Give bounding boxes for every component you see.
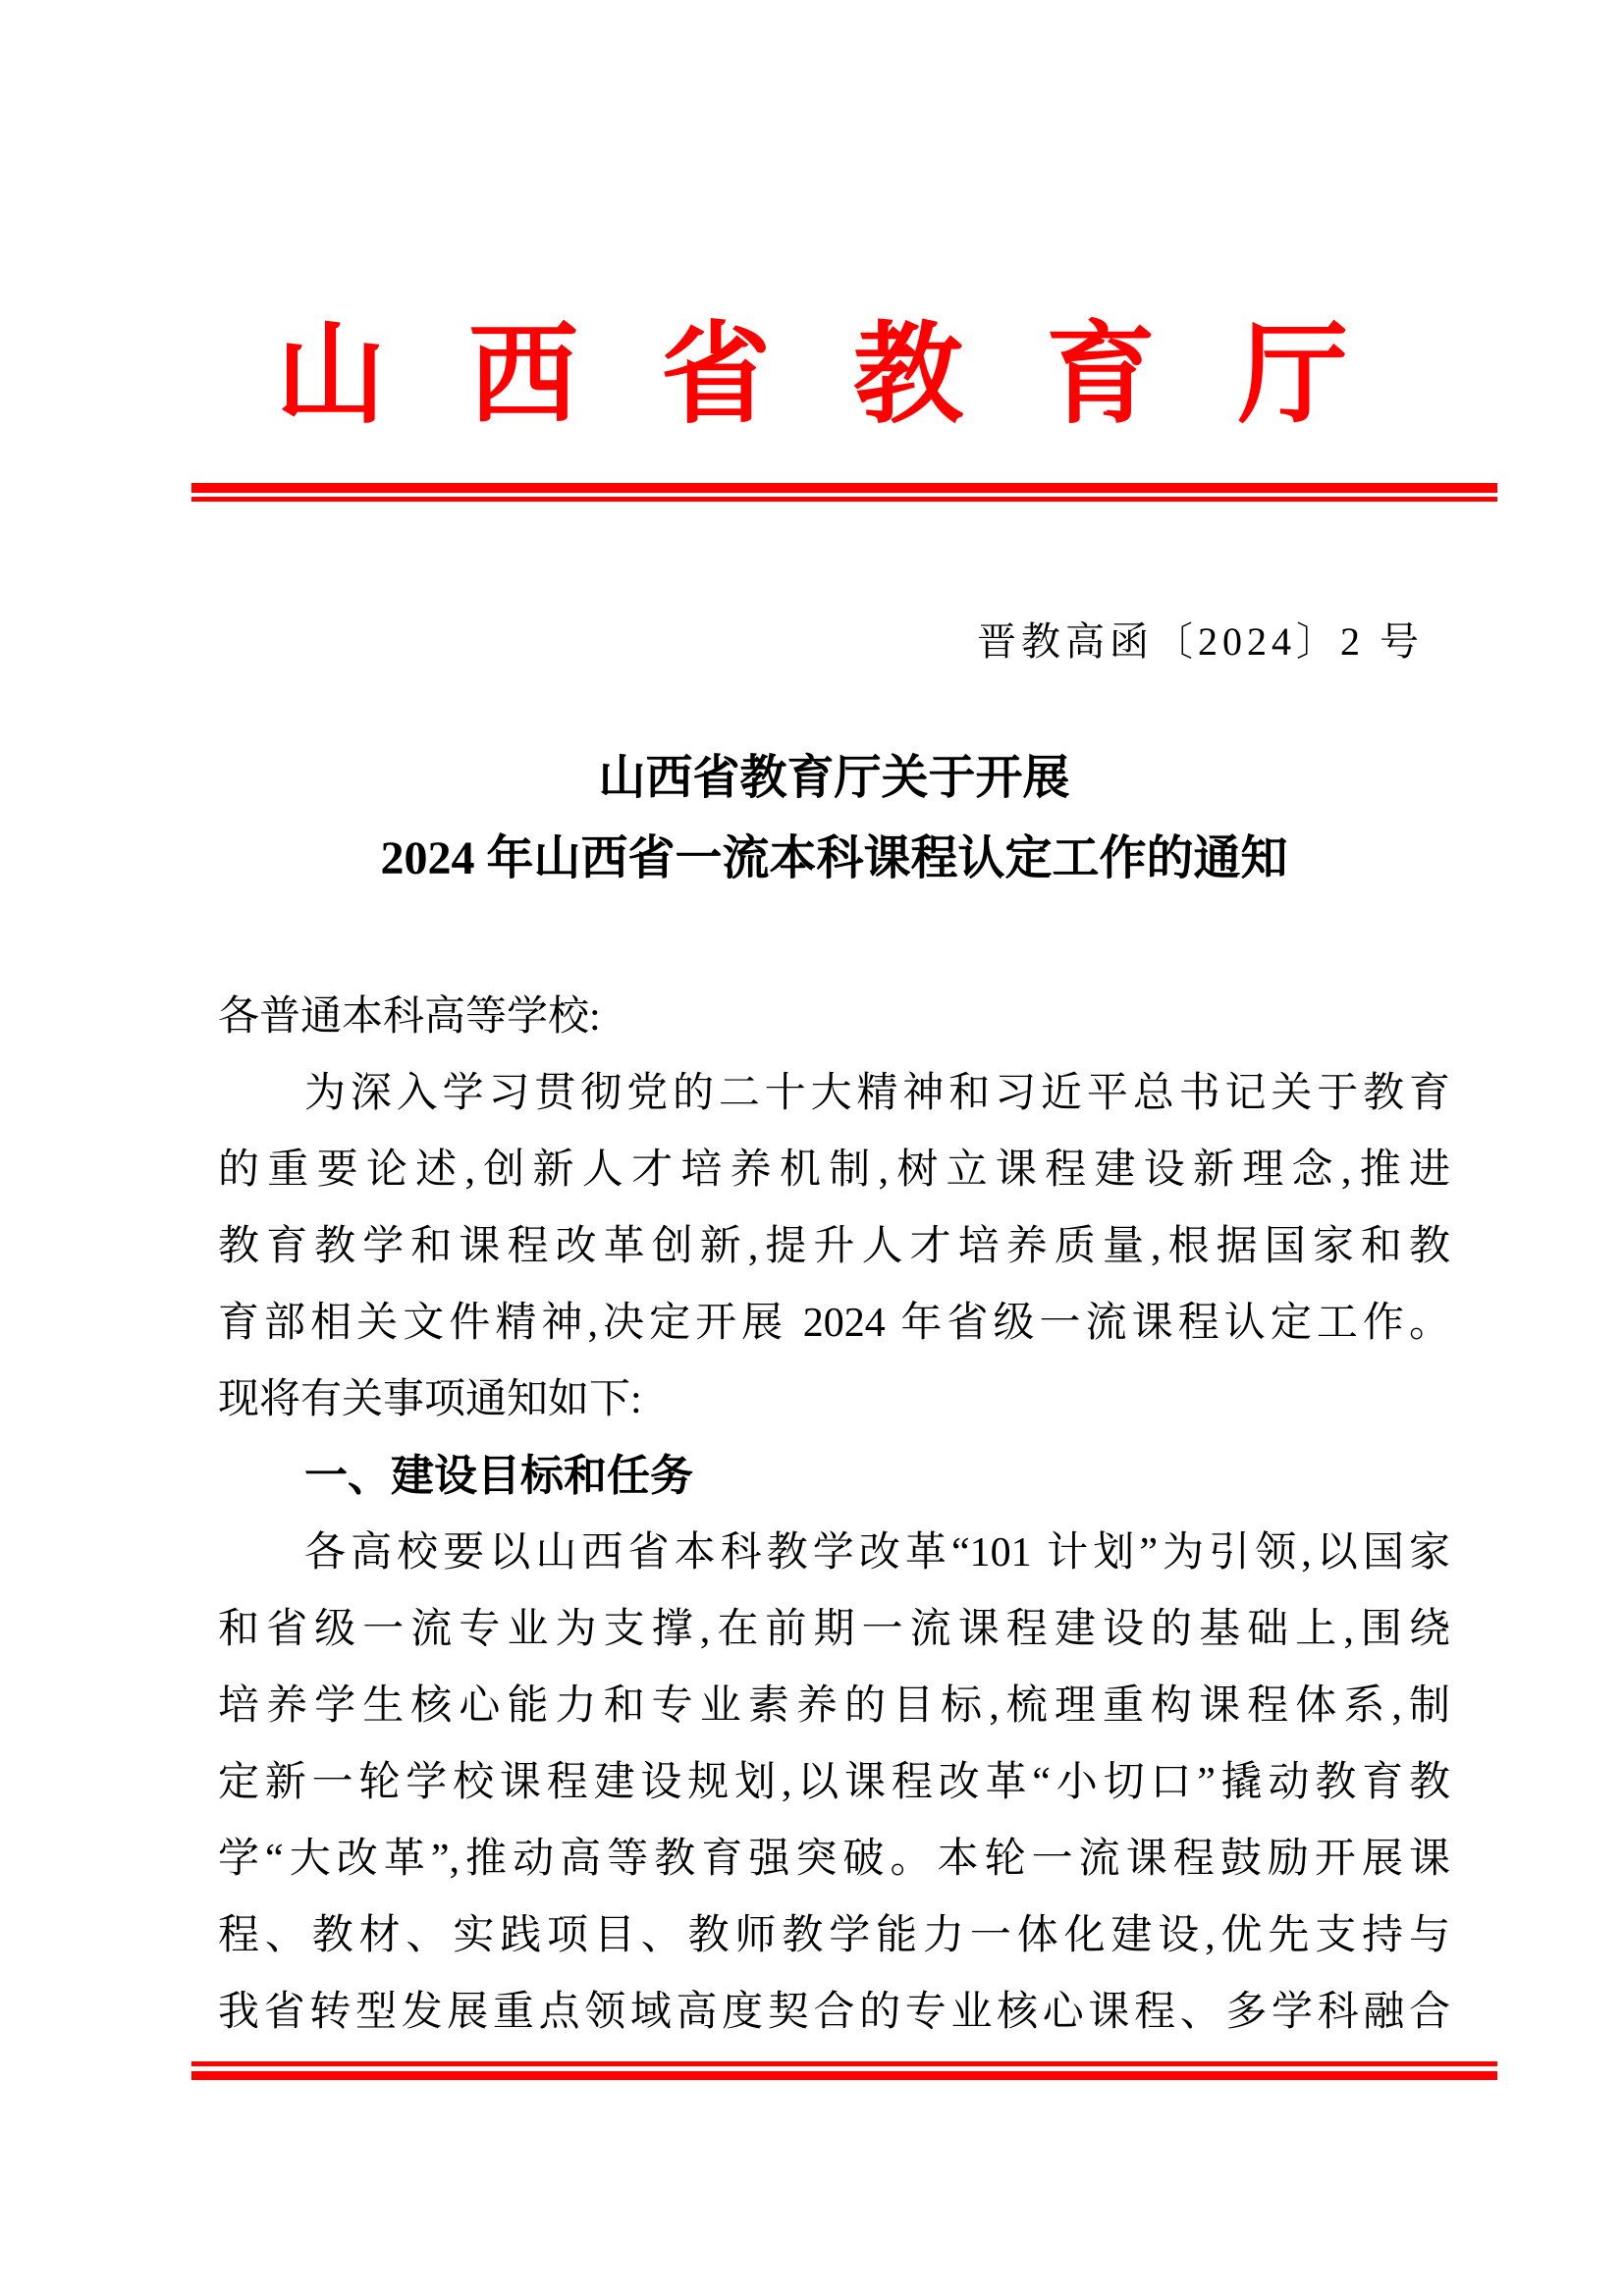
body-line: 和省级一流专业为支撑,在前期一流课程建设的基础上,围绕	[218, 1607, 1450, 1652]
body-line: 现将有关事项通知如下:	[218, 1377, 642, 1422]
bottom-rule-thick	[191, 2071, 1497, 2080]
notice-title-line1: 山西省教育厅关于开展	[598, 752, 1070, 804]
body-line: 培养学生核心能力和专业素养的目标,梳理重构课程体系,制	[218, 1683, 1450, 1729]
masthead-title: 山西省教育厅	[276, 315, 1431, 437]
body-line: 育部相关文件精神,决定开展 2024 年省级一流课程认定工作。	[218, 1301, 1450, 1346]
body-line: 各高校要以山西省本科教学改革“101 计划”为引领,以国家	[304, 1530, 1450, 1575]
body-line: 为深入学习贯彻党的二十大精神和习近平总书记关于教育	[304, 1071, 1450, 1116]
top-rule-thick	[191, 483, 1497, 493]
body-line: 学“大改革”,推动高等教育强突破。本轮一流课程鼓励开展课	[218, 1837, 1450, 1882]
top-rule-thin	[191, 497, 1497, 502]
body-line: 程、教材、实践项目、教师教学能力一体化建设,优先支持与	[218, 1913, 1450, 1958]
body-line: 定新一轮学校课程建设规划,以课程改革“小切口”撬动教育教	[218, 1760, 1450, 1805]
document-number: 晋教高函〔2024〕2 号	[977, 619, 1424, 664]
body-line: 的重要论述,创新人才培养机制,树立课程建设新理念,推进	[218, 1148, 1450, 1193]
body-line: 各普通本科高等学校:	[218, 994, 601, 1040]
bottom-rule-thin	[191, 2061, 1497, 2066]
section-heading: 一、建设目标和任务	[304, 1452, 693, 1500]
notice-title	[218, 738, 1450, 899]
body-text	[218, 979, 1450, 2051]
body-line: 我省转型发展重点领域高度契合的专业核心课程、多学科融合	[218, 1990, 1450, 2035]
body-line: 教育教学和课程改革创新,提升人才培养质量,根据国家和教	[218, 1224, 1450, 1269]
notice-title-line2: 2024 年山西省一流本科课程认定工作的通知	[380, 832, 1288, 884]
